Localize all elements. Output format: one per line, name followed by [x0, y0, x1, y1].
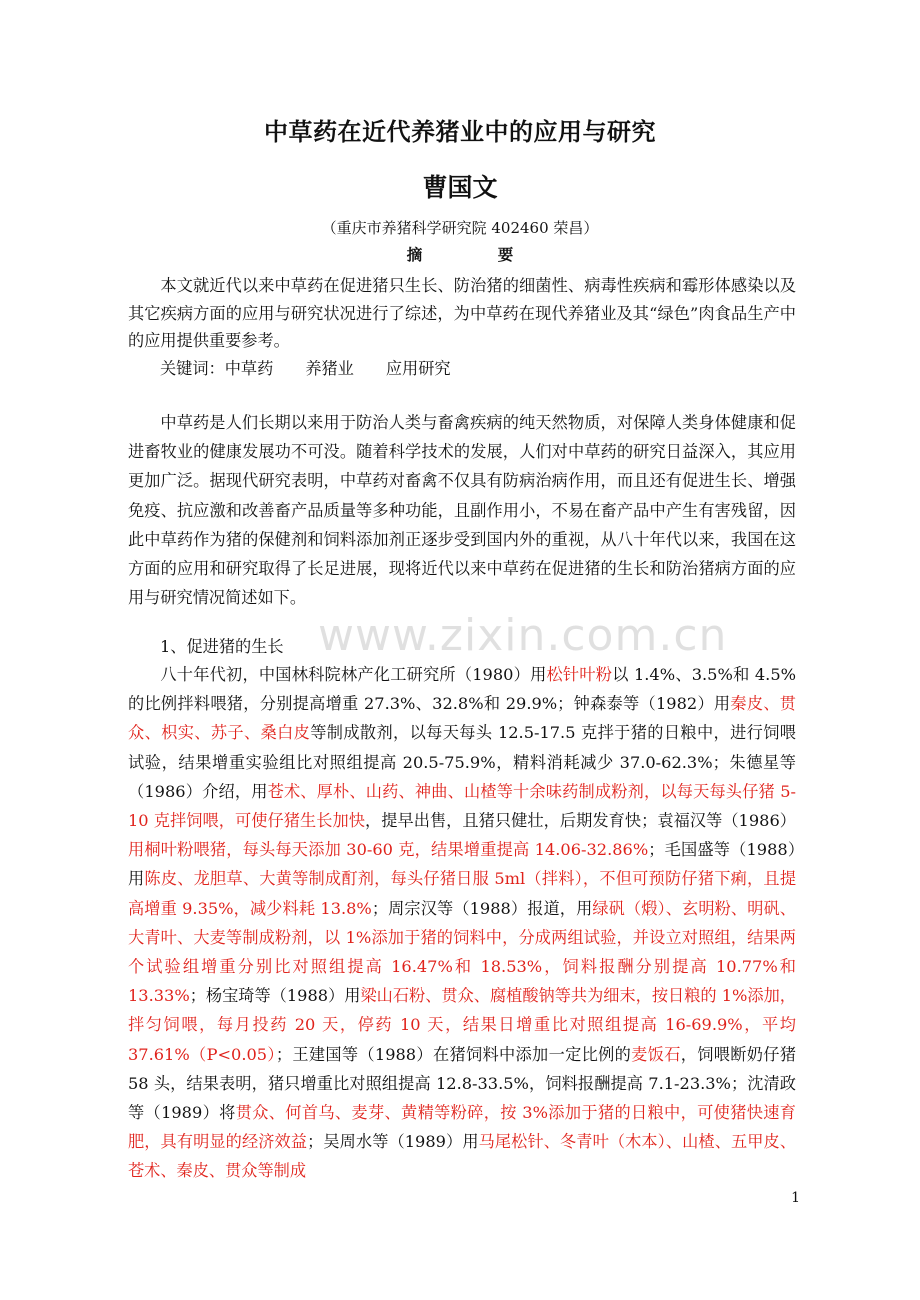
keyword-item: 养猪业 [305, 359, 354, 378]
highlighted-text-segment: 秦皮、贯众、枳实、苏子、桑白皮 [128, 694, 796, 743]
highlighted-text-segment: 梁山石粉、贯众、腐植酸钠等共为细末，按日粮的 1%添加，拌匀饲喂，每月投药 20 天，停药 10 天，结果日增重比对照组提高 16-69.9%，平均 37.61%（P<0.05） [128, 986, 796, 1064]
text-segment: ；王建国等（1988）在猪饲料中添加一定比例的 [275, 1044, 632, 1064]
highlighted-text-segment: 用桐叶粉喂猪，每头每天添加 30-60 克，结果增重提高 14.06-32.86% [128, 840, 649, 860]
author-name: 曹国文 [422, 173, 498, 202]
abstract-text: 本文就近代以来中草药在促进猪只生长、防治猪的细菌性、病毒性疾病和霉形体感染以及其它疾病方面的应用与研究状况进行了综述，为中草药在现代养猪业及其“绿色”肉食品生产中的应用提供重要参考。 [128, 276, 796, 350]
affiliation: （重庆市养猪科学研究院 402460 荣昌） [321, 219, 599, 237]
watermark-text: www.zixin.com.cn [318, 610, 728, 661]
intro-paragraph: 中草药是人们长期以来用于防治人类与畜禽疾病的纯天然物质，对保障人类身体健康和促进畜牧业的健康发展功不可没。随着科学技术的发展，人们对中草药的研究日益深入，其应用更加广泛。据现代研究表明，中草药对畜禽不仅具有防病治病作用，而且还有促进生长、增强免疫、抗应激和改善畜产品质量等多种功能，且副作用小，不易在畜产品中产生有害残留，因此中草药作为猪的保健剂和饲料添加剂正逐步受到国内外的重视，从八十年代以来，我国在这方面的应用和研究取得了长足进展，现将近代以来中草药在促进猪的生长和防治猪病方面的应用与研究情况简述如下。 [128, 413, 796, 608]
text-segment: ；周宗汉等（1988）报道，用 [371, 898, 593, 918]
highlighted-text-segment: 陈皮、龙胆草、大黄等制成酊剂，每头仔猪日服 5ml（拌料），不但可预防仔猪下痢，且提高增重 9.35%，减少料耗 13.8% [128, 869, 797, 918]
text-segment: ；杨宝琦等（1988）用 [189, 986, 361, 1006]
highlighted-text-segment: 马尾松针、冬青叶（木本）、山楂、五甲皮、苍术、秦皮、贯众等制成 [128, 1132, 797, 1181]
text-segment: 等制成散剂，以每天每头 12.5-17.5 克拌于猪的日粮中，进行饲喂试验，结果增重实验组比对照组提高 20.5-75.9%，精料消耗减少 37.0-62.3%；朱德星等（1986）介绍，用 [128, 723, 796, 801]
keywords-label: 关键词：中草药 [160, 359, 274, 378]
highlighted-text-segment: 苍术、厚朴、山药、神曲、山楂等十余味药制成粉剂，以每天每头仔猪 5-10 克拌饲喂，可使仔猪生长加快 [128, 781, 796, 831]
body-paragraph [128, 660, 796, 1186]
keywords-line [160, 355, 451, 383]
text-segment: 八十年代初，中国林科院林产化工研究所（1980）用 [160, 665, 547, 684]
highlighted-text-segment: 绿矾（煅）、玄明粉、明矾、大青叶、大麦等制成粉剂，以 1%添加于猪的饲料中，分成两组试验，并设立对照组，结果两个试验组增重分别比对照组提高 16.47%和 18.53%，饲料报酬分别提高 10.77%和 13.33% [128, 898, 796, 1006]
section-heading: 1、促进猪的生长 [160, 637, 284, 656]
text-segment: ，饲喂断奶仔猪 58 头，结果表明，猪只增重比对照组提高 12.8-33.5%，饲料报酬提高 7.1-23.3%；沈清政等（1989）将 [128, 1044, 797, 1123]
keyword-item: 应用研究 [385, 359, 451, 378]
text-segment: ；毛国盛等（1988）用 [128, 840, 796, 889]
page-number: 1 [791, 1190, 800, 1206]
text-segment: 以 1.4%、3.5%和 4.5%的比例拌料喂猪，分别提高增重 27.3%、32.8%和 29.9%；钟森泰等（1982）用 [128, 665, 797, 714]
text-segment: ；吴周水等（1989）用 [307, 1132, 479, 1152]
highlighted-text-segment: 松针叶粉 [546, 665, 613, 684]
highlighted-text-segment: 麦饭石 [631, 1044, 681, 1064]
highlighted-text-segment: 贯众、何首乌、麦芽、黄精等粉碎，按 3%添加于猪的日粮中，可使猪快速育肥，具有明显的经济效益 [128, 1103, 796, 1152]
abstract-heading: 摘 要 [406, 246, 514, 264]
document-title: 中草药在近代养猪业中的应用与研究 [264, 118, 656, 146]
text-segment: ，提早出售，且猪只健壮，后期发育快；袁福汉等（1986） [364, 811, 796, 831]
